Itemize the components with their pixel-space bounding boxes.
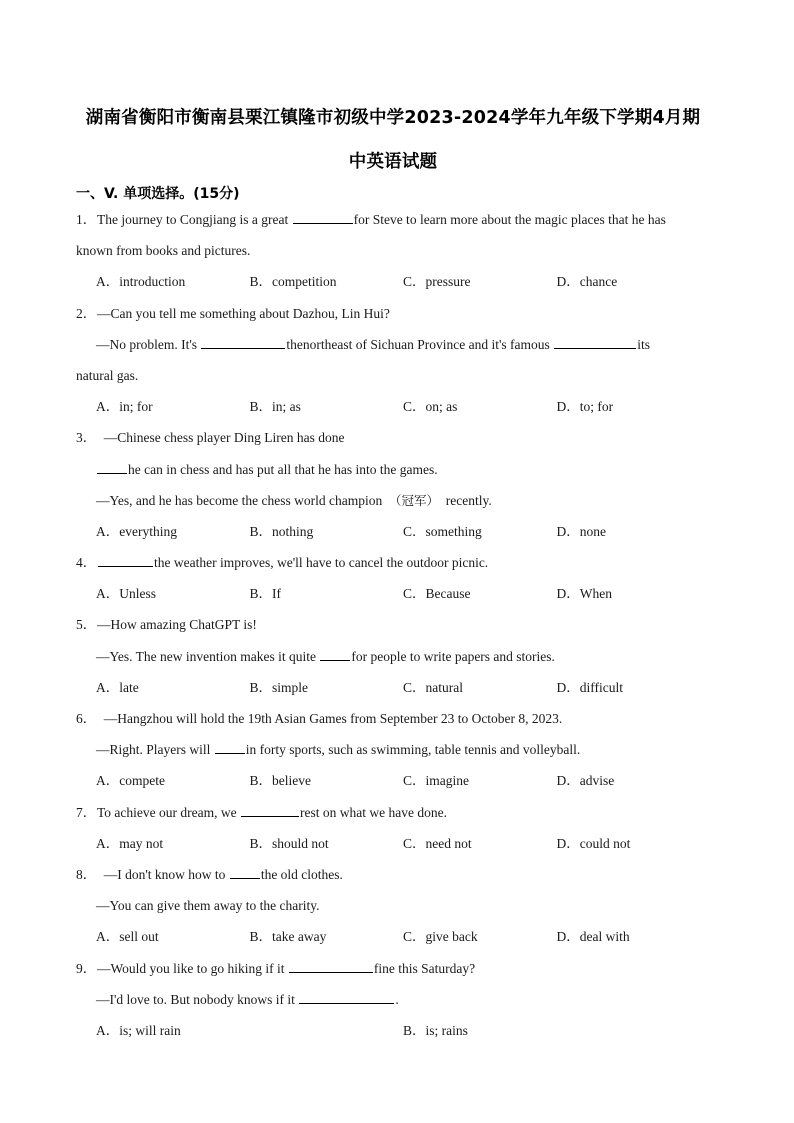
question-text: —You can give them away to the charity.	[96, 898, 320, 914]
option-a: A．is; will rain	[96, 1022, 181, 1038]
title-line-1: 湖南省衡阳市衡南县栗江镇隆市初级中学2023-2024学年九年级下学期4月期	[85, 108, 701, 128]
option-a: A．in; for	[96, 399, 153, 415]
question-text: —Yes, and he has become the chess world champion	[96, 492, 383, 508]
option-d: D．difficult	[556, 679, 623, 695]
question-number: 5．	[76, 617, 97, 633]
option-b: B．should not	[249, 835, 329, 851]
question-6	[76, 703, 710, 797]
question-text: （冠军）	[388, 492, 439, 508]
question-text: —No problem. It's	[96, 336, 201, 352]
option-b: B．in; as	[249, 399, 301, 415]
option-d: D．to; for	[556, 399, 614, 415]
option-d: D．could not	[556, 835, 631, 851]
option-b: B．nothing	[249, 523, 314, 539]
option-d: D．none	[556, 523, 606, 539]
option-d: D．When	[556, 586, 612, 602]
option-c: C．give back	[403, 929, 478, 945]
option-c: C．pressure	[403, 274, 471, 290]
option-d: D．deal with	[556, 929, 630, 945]
question-text: for Steve to learn more about the magic places that he has	[353, 212, 666, 227]
question-number: 3．	[76, 430, 97, 446]
question-text: rest on what we have done.	[300, 804, 447, 820]
question-number: 2．	[76, 305, 97, 321]
question-2	[76, 298, 710, 423]
question-text: —Hangzhou will hold the 19th Asian Games from September 23 to October 8, 2023.	[103, 711, 563, 726]
question-text: —I'd love to. But nobody knows if it	[96, 991, 299, 1007]
answer-blank	[293, 209, 353, 224]
answer-blank	[554, 334, 636, 349]
option-c: C．something	[403, 523, 482, 539]
option-a: A．introduction	[96, 274, 186, 290]
question-9	[76, 953, 710, 1047]
question-number: 6．	[76, 711, 97, 726]
question-3	[76, 422, 710, 547]
question-8	[76, 859, 710, 953]
question-text: he can in chess and has put all that he has into the games.	[128, 461, 438, 477]
option-c: C．Because	[403, 586, 471, 602]
option-c: C．need not	[403, 835, 472, 851]
option-c: C．imagine	[403, 773, 469, 789]
answer-blank	[241, 802, 299, 817]
question-5	[76, 609, 710, 703]
question-text: recently.	[445, 492, 492, 508]
question-text: —Chinese chess player Ding Liren has done	[103, 430, 345, 446]
question-number: 4．	[76, 555, 97, 571]
question-4	[76, 547, 710, 609]
question-text: for people to write papers and stories.	[351, 648, 555, 664]
question-number: 9．	[76, 960, 97, 976]
option-b: B．competition	[249, 274, 337, 290]
question-number: 8．	[76, 866, 97, 882]
question-text: —How amazing ChatGPT is!	[97, 617, 257, 633]
option-a: A．compete	[96, 773, 165, 789]
question-text: the weather improves, we'll have to cancel the outdoor picnic.	[154, 555, 489, 571]
question-number: 7．	[76, 804, 97, 820]
answer-blank	[201, 334, 285, 349]
question-text: —I don't know how to	[103, 866, 229, 882]
option-c: C．on; as	[403, 399, 458, 415]
question-text: natural gas.	[76, 367, 139, 383]
option-a: A．everything	[96, 523, 177, 539]
option-b: B．take away	[249, 929, 327, 945]
option-a: A．Unless	[96, 586, 156, 602]
question-text: the old clothes.	[260, 866, 343, 882]
question-text: —Yes. The new invention makes it quite	[96, 648, 320, 664]
section-heading: 一、V. 单项选择。(15分)	[76, 186, 240, 202]
question-text: fine this Saturday?	[373, 960, 476, 976]
question-text: .	[395, 991, 399, 1007]
option-b: B．is; rains	[403, 1022, 468, 1038]
option-b: B．believe	[249, 773, 311, 789]
option-a: A．sell out	[96, 929, 159, 945]
question-text: its	[637, 336, 650, 352]
answer-blank	[320, 646, 350, 661]
question-1	[76, 204, 710, 298]
answer-blank	[97, 459, 127, 474]
option-a: A．may not	[96, 835, 164, 851]
option-a: A．late	[96, 679, 139, 695]
exam-title	[76, 96, 710, 184]
question-text: To achieve our dream, we	[97, 804, 240, 820]
question-number: 1．	[76, 212, 97, 227]
question-text: in forty sports, such as swimming, table tennis and volleyball.	[245, 742, 581, 758]
question-text: The journey to Congjiang is a great	[97, 212, 292, 227]
answer-blank	[289, 958, 373, 973]
answer-blank	[299, 989, 394, 1004]
option-c: C．natural	[403, 679, 463, 695]
answer-blank	[230, 864, 260, 879]
question-text: —Would you like to go hiking if it	[97, 960, 288, 976]
option-d: D．chance	[556, 274, 618, 290]
answer-blank	[98, 552, 153, 567]
title-line-2: 中英语试题	[348, 152, 438, 172]
question-text: —Right. Players will	[96, 742, 214, 758]
option-b: B．If	[249, 586, 281, 602]
question-text: known from books and pictures.	[76, 243, 251, 259]
option-b: B．simple	[249, 679, 309, 695]
question-text: thenortheast of Sichuan Province and it's famous	[286, 336, 554, 352]
answer-blank	[215, 739, 245, 754]
question-text: —Can you tell me something about Dazhou, Lin Hui?	[97, 305, 390, 321]
option-d: D．advise	[556, 773, 615, 789]
question-7	[76, 797, 710, 859]
